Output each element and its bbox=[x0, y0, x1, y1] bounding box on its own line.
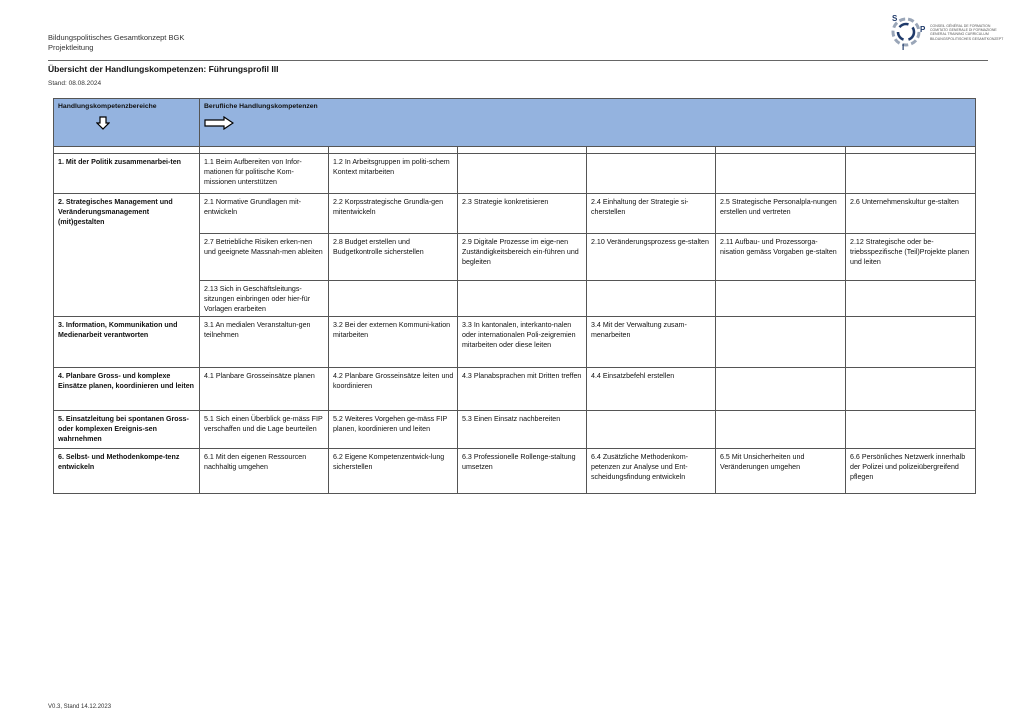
page-title: Übersicht der Handlungskompetenzen: Führungsprofil III bbox=[48, 64, 279, 74]
competence-cell bbox=[846, 154, 976, 194]
competence-area-cell: 3. Information, Kommunikation und Medienarbeit verantworten bbox=[54, 317, 200, 368]
competence-area-cell: 4. Planbare Gross- und komplexe Einsätze planen, koordinieren und leiten bbox=[54, 368, 200, 411]
competence-cell: 2.2 Korpsstrategische Grundla-gen mitentwickeln bbox=[329, 194, 458, 234]
competence-area-cell: 5. Einsatzleitung bei spontanen Gross- oder komplexen Ereignis-sen wahrnehmen bbox=[54, 411, 200, 449]
competence-cell: 3.2 Bei der externen Kommuni-kation mitarbeiten bbox=[329, 317, 458, 368]
competence-area-cell: 1. Mit der Politik zusammenarbei-ten bbox=[54, 154, 200, 194]
competence-cell: 3.4 Mit der Verwaltung zusam-menarbeiten bbox=[587, 317, 716, 368]
competence-cell bbox=[716, 368, 846, 411]
competence-cell: 6.5 Mit Unsicherheiten und Veränderungen umgehen bbox=[716, 449, 846, 494]
svg-text:S: S bbox=[892, 14, 898, 23]
competence-cell bbox=[329, 281, 458, 317]
col1-header-label: Handlungskompetenzbereiche bbox=[58, 103, 157, 110]
competence-cell: 2.9 Digitale Prozesse im eige-nen Zuständigkeitsbereich ein-führen und begleiten bbox=[458, 234, 587, 281]
competence-cell: 2.6 Unternehmenskultur ge-stalten bbox=[846, 194, 976, 234]
table-header-row bbox=[54, 99, 976, 147]
table-body bbox=[54, 154, 976, 494]
competence-cell: 6.1 Mit den eigenen Ressourcen nachhaltig umgehen bbox=[200, 449, 329, 494]
competence-cell bbox=[716, 154, 846, 194]
header-cell-areas bbox=[54, 99, 200, 147]
competence-cell: 2.7 Betriebliche Risiken erken-nen und geeignete Massnah-men ableiten bbox=[200, 234, 329, 281]
competence-cell: 2.5 Strategische Personalpla-nungen erstellen und vertreten bbox=[716, 194, 846, 234]
competence-cell: 4.3 Planabsprachen mit Dritten treffen bbox=[458, 368, 587, 411]
competence-cell: 3.3 In kantonalen, interkanto-nalen oder internationalen Poli-zeigremien mitarbeiten oder diese leiten bbox=[458, 317, 587, 368]
competence-cell bbox=[458, 154, 587, 194]
competence-area-cell: 2. Strategisches Management und Veränderungsmanagement (mit)gestalten bbox=[54, 194, 200, 317]
competence-cell: 5.2 Weiteres Vorgehen ge-mäss FIP planen, koordinieren und leiten bbox=[329, 411, 458, 449]
competence-cell: 2.1 Normative Grundlagen mit-entwickeln bbox=[200, 194, 329, 234]
competence-cell: 3.1 An medialen Veranstaltun-gen teilnehmen bbox=[200, 317, 329, 368]
table-row bbox=[54, 368, 976, 411]
table-gap-row bbox=[54, 147, 976, 154]
competence-area-cell: 6. Selbst- und Methodenkompe-tenz entwickeln bbox=[54, 449, 200, 494]
table-row bbox=[54, 154, 976, 194]
competence-cell bbox=[458, 281, 587, 317]
table-row bbox=[54, 411, 976, 449]
competence-cell: 5.1 Sich einen Überblick ge-mäss FIP verschaffen und die Lage beurteilen bbox=[200, 411, 329, 449]
competence-cell: 2.13 Sich in Geschäftsleitungs-sitzungen einbringen oder hier-für Vorlagen erarbeiten bbox=[200, 281, 329, 317]
footer-version: V0.3, Stand 14.12.2023 bbox=[48, 704, 112, 710]
logo-caption: CONSEIL GÉNÉRAL DE FORMATION COMITATO GENERALE DI FORMAZIONE GENERAL TRAINING CURRICULUM BILDUNGSPOLITISCHES GESAMTKONZEPT bbox=[930, 24, 1004, 41]
competence-cell bbox=[846, 368, 976, 411]
arrow-right-icon bbox=[204, 116, 234, 130]
competence-cell bbox=[846, 411, 976, 449]
competence-cell: 5.3 Einen Einsatz nachbereiten bbox=[458, 411, 587, 449]
competence-cell: 2.12 Strategische oder be-triebsspezifische (Teil)Projekte planen und leiten bbox=[846, 234, 976, 281]
competence-cell: 2.3 Strategie konkretisieren bbox=[458, 194, 587, 234]
competence-cell: 2.11 Aufbau- und Prozessorga-nisation gemäss Vorgaben ge-stalten bbox=[716, 234, 846, 281]
competence-cell: 2.4 Einhaltung der Strategie si-cherstellen bbox=[587, 194, 716, 234]
col2-header-label: Berufliche Handlungskompetenzen bbox=[204, 103, 318, 110]
competence-cell: 6.6 Persönliches Netzwerk innerhalb der Polizei und polizeiübergreifend pflegen bbox=[846, 449, 976, 494]
competence-cell: 2.10 Veränderungsprozess ge-stalten bbox=[587, 234, 716, 281]
header-cell-competences bbox=[200, 99, 976, 147]
svg-text:I: I bbox=[902, 43, 905, 52]
table-row bbox=[54, 194, 976, 234]
competence-cell bbox=[587, 411, 716, 449]
competence-cell: 1.2 In Arbeitsgruppen im politi-schem Kontext mitarbeiten bbox=[329, 154, 458, 194]
competence-cell: 4.4 Einsatzbefehl erstellen bbox=[587, 368, 716, 411]
stand-date: Stand: 08.08.2024 bbox=[48, 80, 102, 87]
competence-cell: 6.4 Zusätzliche Methodenkom-petenzen zur Analyse und Ent-scheidungsfindung entwickeln bbox=[587, 449, 716, 494]
competence-cell: 4.1 Planbare Grosseinsätze planen bbox=[200, 368, 329, 411]
competence-cell: 1.1 Beim Aufbereiten von Infor-mationen für politische Kom-missionen unterstützen bbox=[200, 154, 329, 194]
competence-cell bbox=[846, 317, 976, 368]
document-header bbox=[48, 33, 184, 52]
header-dept: Projektleitung bbox=[48, 42, 94, 52]
header-org: Bildungspolitisches Gesamtkonzept BGK bbox=[48, 33, 185, 42]
competence-cell: 2.8 Budget erstellen und Budgetkontrolle sicherstellen bbox=[329, 234, 458, 281]
table-row bbox=[54, 317, 976, 368]
competence-cell bbox=[846, 281, 976, 317]
competence-cell bbox=[716, 317, 846, 368]
table-row bbox=[54, 449, 976, 494]
competence-cell: 4.2 Planbare Grosseinsätze leiten und koordinieren bbox=[329, 368, 458, 411]
competence-cell: 6.2 Eigene Kompetenzentwick-lung sicherstellen bbox=[329, 449, 458, 494]
competence-table bbox=[53, 98, 976, 494]
competence-cell bbox=[587, 281, 716, 317]
competence-cell: 6.3 Professionelle Rollenge-staltung umsetzen bbox=[458, 449, 587, 494]
header-divider bbox=[48, 60, 988, 61]
arrow-down-icon bbox=[96, 116, 110, 130]
competence-cell bbox=[587, 154, 716, 194]
svg-text:P: P bbox=[920, 25, 926, 34]
competence-cell bbox=[716, 411, 846, 449]
competence-cell bbox=[716, 281, 846, 317]
